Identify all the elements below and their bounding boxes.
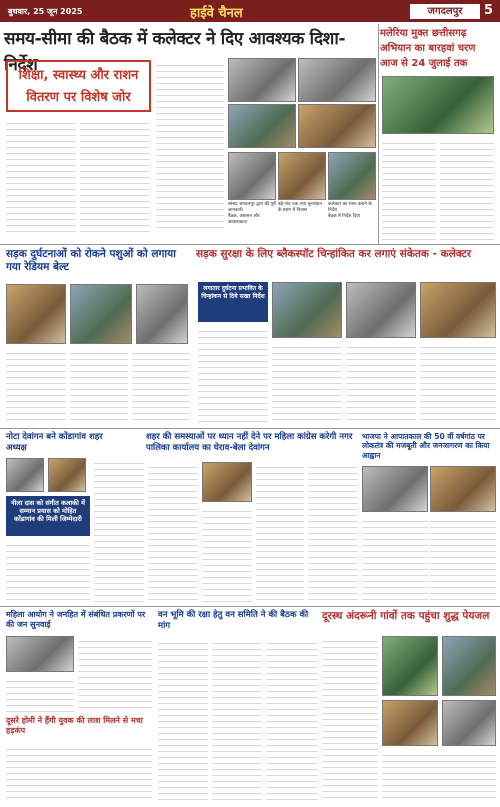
lead-text-col1 bbox=[6, 118, 76, 234]
row-divider-1 bbox=[0, 244, 500, 245]
bottom-text bbox=[6, 744, 152, 802]
masthead bbox=[0, 0, 500, 22]
row-divider-3 bbox=[0, 606, 500, 607]
water-text-col1 bbox=[322, 636, 378, 802]
water-text-col2 bbox=[382, 750, 496, 802]
women-text-col2 bbox=[78, 636, 152, 712]
water-photo-1 bbox=[382, 636, 438, 696]
row-divider-2 bbox=[0, 428, 500, 429]
page-number: 5 bbox=[484, 3, 494, 18]
blackspot-text-col3 bbox=[346, 342, 416, 424]
emergency-text-col1 bbox=[362, 516, 428, 602]
shahar-text-col4 bbox=[308, 462, 358, 602]
lead-photo-7 bbox=[328, 152, 376, 200]
bottom-headline: दूसरे होमी ने हैंगी युवक की लाश मिलने से मचा हड़कंप bbox=[6, 716, 143, 735]
lead-text-col3 bbox=[156, 60, 224, 230]
forest-headline: वन भूमि की रक्षा हेतु वन समिति ने की बैठक की मांग bbox=[158, 610, 309, 631]
water-photo-4 bbox=[442, 700, 496, 746]
women-headline: महिला आयोग ने जनहित में संबंधित प्रकरणों पर की जन सुनवाई bbox=[6, 610, 146, 629]
lead-caption-5: बैठक में निर्देश दिया bbox=[328, 214, 361, 219]
lead-headline: समय-सीमा की बैठक में कलेक्टर ने दिए आवश्यक दिशा-निर्देश bbox=[4, 29, 346, 75]
emergency-photo-2 bbox=[430, 466, 496, 512]
blackspot-photo-1 bbox=[272, 282, 342, 338]
blackspot-headline: सड़क सुरक्षा के लिए ब्लैकस्पॉट चिन्हांकित कर लगाएं संकेतक - कलेक्टर bbox=[196, 248, 472, 260]
congress-photo-1 bbox=[6, 458, 44, 492]
accident-photo-3 bbox=[136, 284, 188, 344]
paper-name: हाईवे चैनल bbox=[190, 6, 243, 21]
forest-text-col1 bbox=[158, 638, 208, 802]
lead-photo-5 bbox=[228, 152, 276, 200]
malaria-text-col1 bbox=[382, 138, 436, 242]
water-photo-3 bbox=[382, 700, 438, 746]
women-text-col1 bbox=[6, 676, 74, 712]
accident-text-col3 bbox=[132, 348, 190, 424]
lead-text-col2 bbox=[80, 118, 150, 234]
congress-text-col1 bbox=[6, 540, 90, 602]
forest-text-col2 bbox=[212, 638, 262, 802]
emergency-text-col2 bbox=[430, 516, 496, 602]
emergency-headline: भाजपा ने आपातकाल की 50 वीं वर्षगांठ पर लोकतंत्र की मजबूती और जनजागरण का किया आह्वान bbox=[362, 432, 490, 460]
malaria-headline: मलेरिया मुक्त छत्तीसगढ़ अभियान का बारहवां चरण आज से 24 जुलाई तक bbox=[380, 28, 476, 69]
accident-headline: सड़क दुर्घटनाओं को रोकने पशुओं को लगाया गया रेडियम बेल्ट bbox=[6, 248, 176, 274]
shahar-text-col3 bbox=[256, 462, 304, 602]
lead-box-headline: शिक्षा, स्वास्थ्य और राशन वितरण पर विशेष जोर bbox=[6, 60, 151, 112]
lead-caption-3: बड़े गांव तक तथा मूल्यांकन के प्रसंग में निवास bbox=[278, 202, 323, 213]
lead-photo-2 bbox=[298, 58, 376, 102]
city-label: जगदलपुर bbox=[410, 4, 480, 19]
blackspot-text-col2 bbox=[272, 342, 342, 424]
col-divider bbox=[378, 24, 379, 244]
congress-headline: नोटा देवांगन बने कोंडागांव शहर अध्यक्ष bbox=[6, 432, 103, 453]
lead-photo-3 bbox=[228, 104, 296, 148]
shahar-text-col2 bbox=[202, 506, 252, 602]
issue-date: बुधवार, 25 जून 2025 bbox=[8, 7, 83, 16]
blackspot-photo-3 bbox=[420, 282, 496, 338]
forest-text-col3 bbox=[266, 638, 318, 802]
accident-text-col1 bbox=[6, 348, 66, 424]
shahar-photo bbox=[202, 462, 252, 502]
congress-quote: नीला दास को संगीत कलाकी में सम्मान प्रयास को मोहित कोंडागांव की मिली जिम्मेदारी bbox=[6, 496, 90, 536]
water-headline: दूरस्थ अंदरूनी गांवों तक पहुंचा शुद्ध पेयजल bbox=[322, 610, 490, 622]
blackspot-text-col1 bbox=[198, 326, 268, 424]
accident-text-col2 bbox=[70, 348, 128, 424]
lead-photo-1 bbox=[228, 58, 296, 102]
women-photo bbox=[6, 636, 74, 672]
lead-caption-4: कलेक्टर का ध्यान कराने के निर्देश bbox=[328, 202, 372, 213]
shahar-text-col1 bbox=[148, 462, 198, 602]
accident-photo-2 bbox=[70, 284, 132, 344]
emergency-photo-1 bbox=[362, 466, 428, 512]
accident-photo-1 bbox=[6, 284, 66, 344]
blackspot-quote: लगातार दुर्घटना प्रभावित के चिन्हांकन से दिये सख्त निर्देश bbox=[198, 282, 268, 322]
lead-caption-1: सांसद जगदलपुर द्वारा की पूरी जानकारी. bbox=[228, 202, 277, 213]
water-photo-2 bbox=[442, 636, 496, 696]
malaria-text-col2 bbox=[440, 138, 494, 242]
malaria-photo bbox=[382, 76, 494, 134]
blackspot-photo-2 bbox=[346, 282, 416, 338]
lead-caption-2: बैठक, प्रशासन और आवश्यकता bbox=[228, 214, 260, 225]
shahar-headline: शहर की समस्याओं पर ध्यान नहीं देने पर महिला कांग्रेस करेगी नगर पालिका कार्यालय का घेराव-बेला देवांगन bbox=[146, 432, 353, 453]
lead-photo-4 bbox=[298, 104, 376, 148]
blackspot-text-col4 bbox=[420, 342, 496, 424]
congress-photo-2 bbox=[48, 458, 86, 492]
congress-text-col2 bbox=[94, 458, 144, 602]
lead-photo-6 bbox=[278, 152, 326, 200]
